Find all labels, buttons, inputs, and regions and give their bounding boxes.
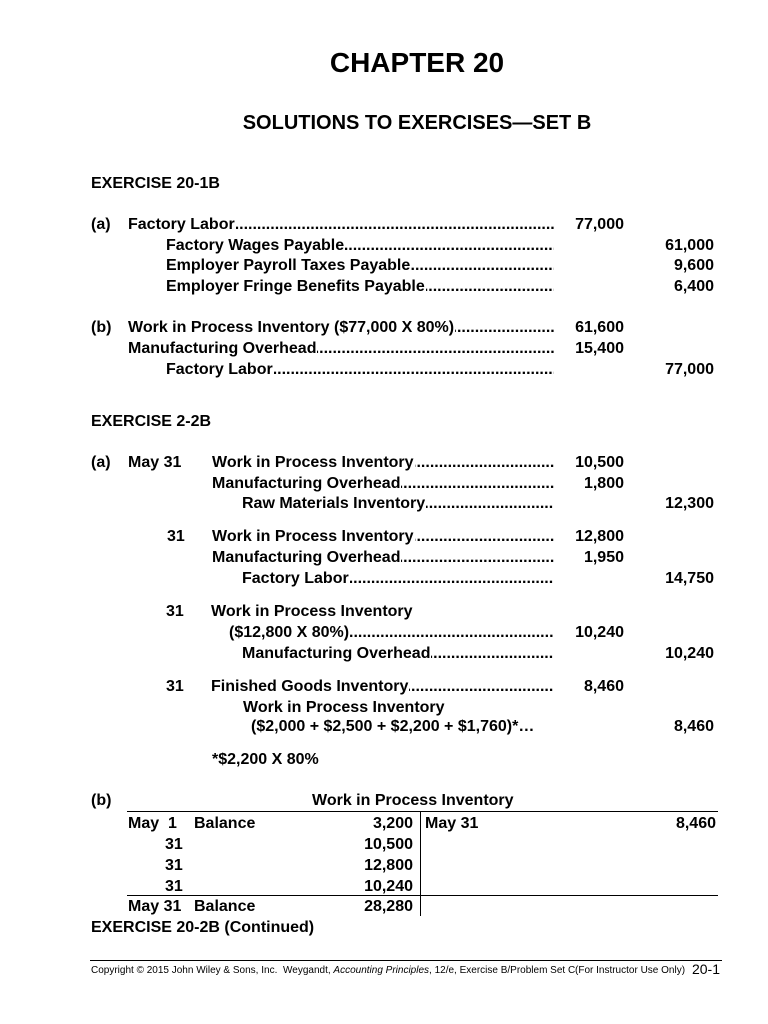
t-account-title: Work in Process Inventory: [312, 792, 514, 809]
exercise-heading: EXERCISE 2-2B: [91, 413, 212, 430]
footer-copyright: Copyright © 2015 John Wiley & Sons, Inc.: [91, 965, 278, 976]
entry-date: 31: [166, 678, 184, 695]
entry-date: May 31: [128, 454, 182, 471]
account-line: ($2,000 + $2,500 + $2,200 + $1,760)*…: [251, 718, 535, 735]
page-subtitle: SOLUTIONS TO EXERCISES—SET B: [242, 112, 592, 134]
continued-heading: EXERCISE 20-2B (Continued): [91, 919, 315, 936]
credit-amount: 8,460: [673, 718, 714, 735]
page-title: CHAPTER 20: [329, 47, 505, 78]
part-label: (b): [91, 319, 112, 336]
part-label: (a): [91, 216, 111, 233]
account-line: Work in Process Inventory: [211, 603, 413, 620]
footer-book: Weygandt, Accounting Principles, 12/e, Exercise B/Problem Set C: [283, 965, 576, 976]
entry-date: 31: [166, 603, 184, 620]
part-label: (b): [91, 792, 112, 809]
footer-note: (For Instructor Use Only): [575, 965, 686, 976]
account-line: Work in Process Inventory: [243, 699, 445, 716]
exercise-heading: EXERCISE 20-1B: [91, 175, 220, 192]
page-number: 20-1: [691, 961, 720, 977]
footnote: *$2,200 X 80%: [212, 751, 319, 768]
part-label: (a): [91, 454, 111, 471]
entry-date: 31: [167, 528, 185, 545]
